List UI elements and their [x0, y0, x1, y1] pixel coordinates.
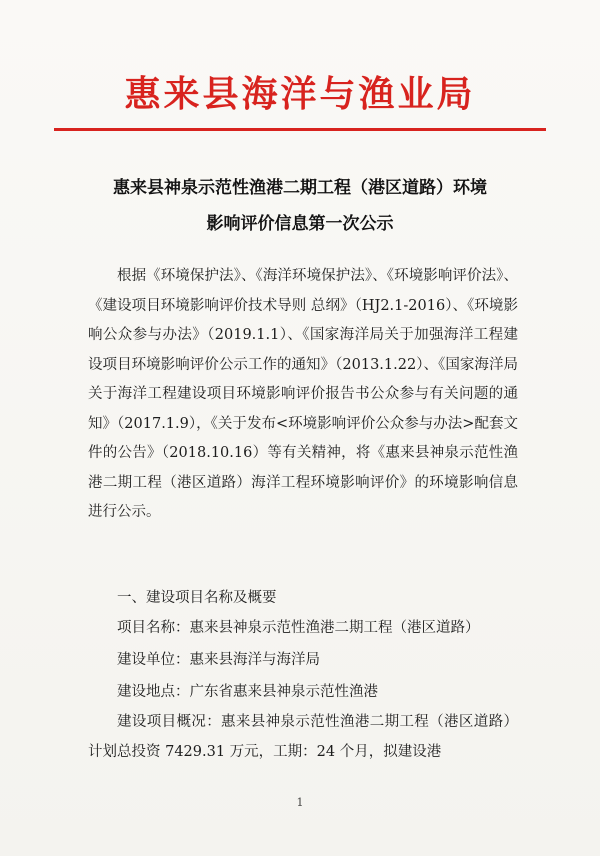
location-line: 建设地点：广东省惠来县神泉示范性渔港 — [117, 684, 378, 700]
document-title — [72, 170, 528, 242]
builder-line: 建设单位：惠来县海洋与海洋局 — [117, 652, 320, 668]
page-number: 1 — [296, 796, 304, 809]
document-title-line-2: 影响评价信息第一次公示 — [206, 214, 394, 234]
project-name-line: 项目名称：惠来县神泉示范性渔港二期工程（港区道路） — [117, 620, 480, 636]
letterhead-red-rule — [54, 128, 546, 131]
intro-paragraph: 根据《环境保护法》、《海洋环境保护法》、《环境影响评价法》、《建设项目环境影响评价技术导则 总纲》（HJ2.1-2016）、《环境影响公众参与办法》（2019.1.1）、《国家海洋局关于加强海洋工程建设项目环境影响评价公示工作的通知》（2013.1.22）、《国家海洋局关于海洋工程建设项目环境影响评价报告书公众参与有关问题的通知》（2017.1.9），《关于发布<环境影响评价公众参与办法>配套文件的公告》（2018.10.16）等有关精神，将《惠来县神泉示范性渔港二期工程（港区道路）海洋工程环境影响评价》的环境影响信息进行公示。 — [88, 268, 518, 520]
document-title-line-1: 惠来县神泉示范性渔港二期工程（港区道路）环境 — [113, 178, 487, 198]
section-1-heading: 一、建设项目名称及概要 — [117, 590, 277, 606]
overview-paragraph: 建设项目概况：惠来县神泉示范性渔港二期工程（港区道路）计划总投资 7429.31 万元，工期：24 个月，拟建设港 — [88, 714, 518, 760]
letterhead-org-name: 惠来县海洋与渔业局 — [124, 73, 476, 115]
